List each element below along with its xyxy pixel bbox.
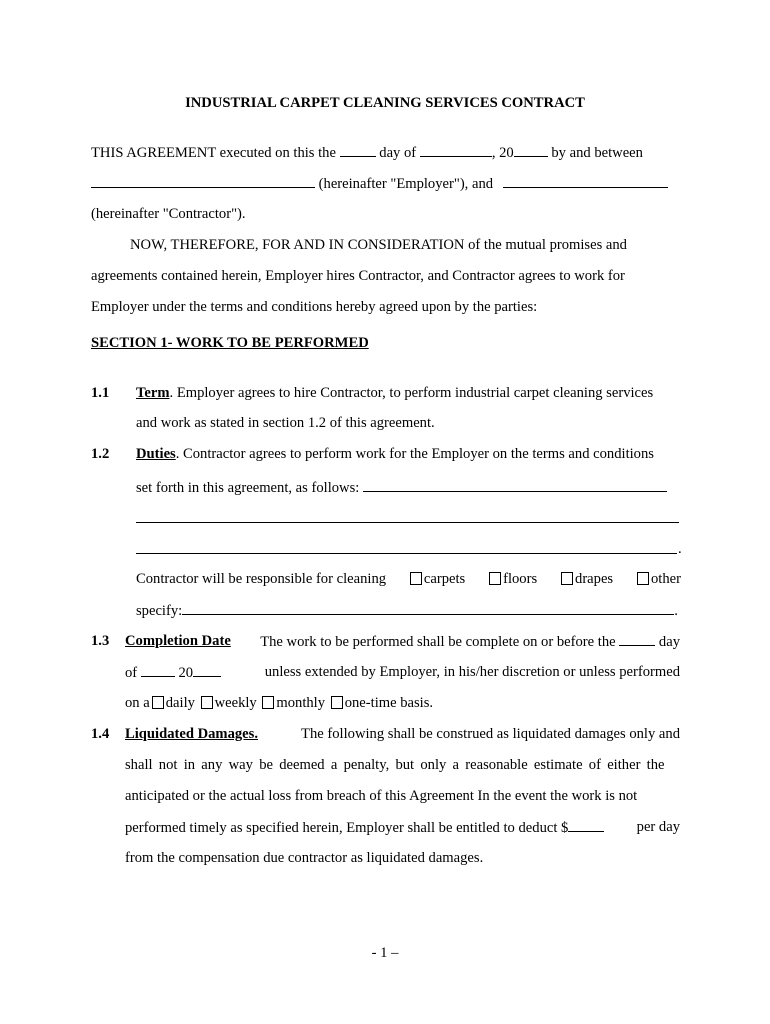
clause-text: of [125, 665, 138, 681]
clause-1-1-line-2: and work as stated in section 1.2 of this agreement. [136, 415, 435, 431]
clause-text: unless extended by Employer, in his/her discretion or unless performed [264, 664, 680, 680]
intro-text: day of [379, 145, 417, 161]
clause-text: shall not in any way be deemed a penalty, but only a reasonable estimate of either the [125, 757, 665, 773]
clause-1-2-line-2 [136, 478, 667, 497]
year-blank[interactable] [514, 143, 548, 157]
option-label: carpets [423, 571, 466, 587]
other-checkbox[interactable] [637, 572, 649, 585]
option-label: floors [503, 571, 538, 587]
carpets-checkbox[interactable] [410, 572, 422, 585]
agreement-date-line [91, 143, 643, 162]
completion-month-blank[interactable] [141, 663, 175, 677]
duties-blank-1[interactable] [363, 478, 667, 492]
clause-1-4-line-1 [125, 725, 680, 743]
clause-term: Term [136, 385, 170, 401]
clause-number: 1.3 [91, 633, 110, 649]
period: . [678, 541, 682, 557]
clause-1-2-line-1 [136, 445, 654, 463]
specify-label: specify: [136, 603, 183, 619]
clause-number: 1.2 [91, 446, 110, 462]
option-label: one-time basis. [344, 695, 434, 711]
duties-blank-3[interactable] [136, 553, 677, 554]
monthly-checkbox[interactable] [262, 696, 274, 709]
clause-text: day [658, 634, 680, 650]
clause-1-1-line-1 [136, 384, 653, 402]
specify-blank[interactable] [182, 601, 674, 615]
clause-1-4-line-3: anticipated or the actual loss from breach of this Agreement In the event the work is not [125, 788, 638, 804]
page-number: - 1 – [371, 945, 399, 961]
intro-text: by and between [551, 145, 643, 161]
clause-text: performed timely as specified herein, Employer shall be entitled to deduct $ [125, 820, 569, 836]
floors-checkbox[interactable] [489, 572, 501, 585]
clause-term: Completion Date [125, 633, 231, 649]
daily-checkbox[interactable] [152, 696, 164, 709]
clause-text: The work to be performed shall be complete on or before the [260, 634, 616, 650]
contractor-label: (hereinafter "Contractor"). [91, 206, 246, 222]
clause-text-row [125, 756, 680, 774]
intro-text: THIS AGREEMENT executed on this the [91, 145, 336, 161]
deduction-amount-blank[interactable] [568, 818, 604, 832]
option-label: other [650, 571, 681, 587]
duties-blank-2[interactable] [136, 522, 679, 523]
clause-text: . Employer agrees to hire Contractor, to perform industrial carpet cleaning services [169, 385, 654, 401]
cleaning-options-line [136, 570, 681, 588]
clause-number: 1.1 [91, 385, 110, 401]
consideration-line-3: Employer under the terms and conditions hereby agreed upon by the parties: [91, 299, 538, 315]
weekly-checkbox[interactable] [201, 696, 213, 709]
consideration-line-2: agreements contained herein, Employer hires Contractor, and Contractor agrees to work for [91, 268, 625, 284]
clause-text: Contractor will be responsible for cleaning [136, 571, 387, 587]
section-1-heading: SECTION 1- WORK TO BE PERFORMED [91, 335, 369, 351]
period: . [674, 603, 678, 619]
one-time-checkbox[interactable] [331, 696, 343, 709]
completion-year-blank[interactable] [193, 663, 221, 677]
intro-text: , 20 [491, 145, 514, 161]
clause-text: per day [636, 819, 680, 835]
clause-1-4-line-2 [125, 756, 680, 774]
document-title: INDUSTRIAL CARPET CLEANING SERVICES CONTRACT [185, 95, 585, 111]
clause-term: Liquidated Damages. [125, 726, 258, 742]
clause-text: 20 [178, 665, 194, 681]
clause-text: on a [125, 695, 150, 711]
day-blank[interactable] [340, 143, 376, 157]
drapes-checkbox[interactable] [561, 572, 573, 585]
intro-text: (hereinafter "Employer"), and [318, 176, 494, 192]
option-label: drapes [575, 571, 614, 587]
specify-line [136, 601, 678, 620]
contractor-name-blank[interactable] [503, 174, 668, 188]
option-label: weekly [214, 695, 257, 711]
clause-1-4-line-5: from the compensation due contractor as liquidated damages. [125, 850, 484, 866]
clause-text: The following shall be construed as liquidated damages only and [301, 726, 680, 742]
clause-term: Duties [136, 446, 176, 462]
parties-line [91, 174, 668, 193]
clause-1-4-line-4 [125, 818, 680, 837]
frequency-line [125, 694, 433, 712]
clause-1-3-line-1 [125, 632, 680, 651]
clause-text: . Contractor agrees to perform work for the Employer on the terms and conditions [175, 446, 654, 462]
month-blank[interactable] [420, 143, 492, 157]
consideration-line-1: NOW, THEREFORE, FOR AND IN CONSIDERATION of the mutual promises and [130, 237, 627, 253]
completion-day-blank[interactable] [619, 632, 655, 646]
option-label: monthly [276, 695, 326, 711]
clause-text: set forth in this agreement, as follows: [136, 480, 360, 496]
employer-name-blank[interactable] [91, 174, 315, 188]
clause-1-3-line-2 [125, 663, 680, 682]
option-label: daily [165, 695, 195, 711]
clause-number: 1.4 [91, 726, 110, 742]
